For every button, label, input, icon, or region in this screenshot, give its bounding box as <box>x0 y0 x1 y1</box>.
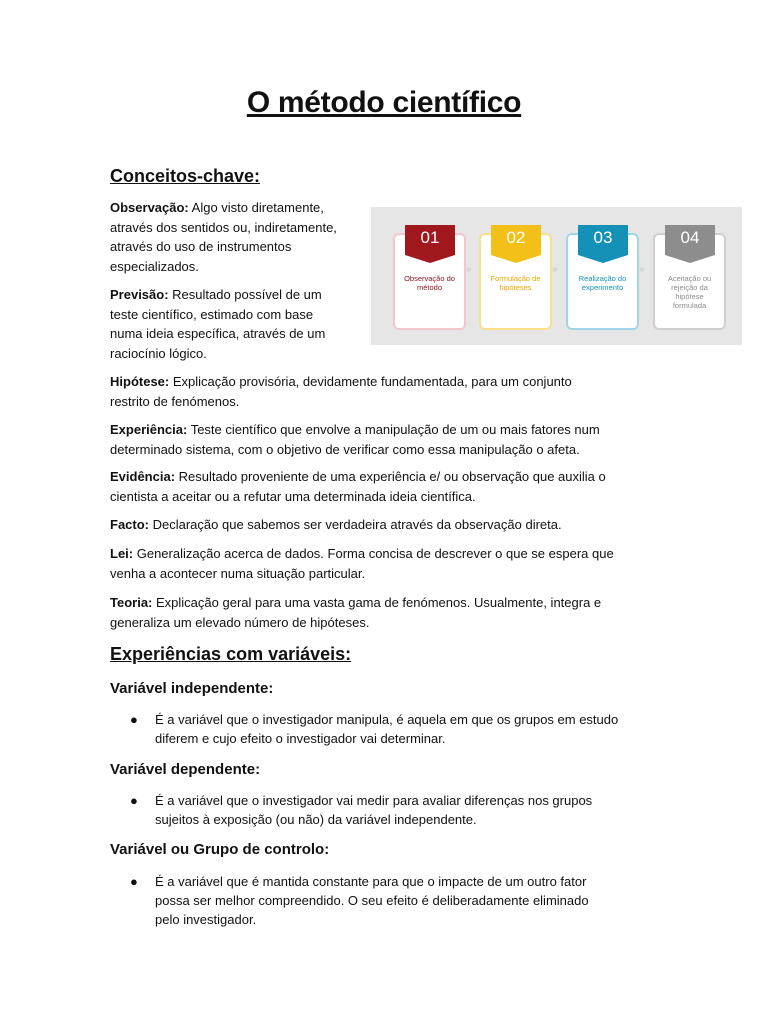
concept-hipotese <box>110 372 572 411</box>
variables-heading: Experiências com variáveis: <box>110 644 352 664</box>
concept-term: Lei: <box>110 546 134 561</box>
concept-text: Teste científico que envolve a manipulação de um ou mais fatores num <box>187 422 600 437</box>
concept-term: Observação: <box>110 200 189 215</box>
concept-term: Hipótese: <box>110 374 170 389</box>
concept-text: especializados. <box>110 258 199 274</box>
scientific-method-diagram <box>371 207 742 345</box>
concept-facto <box>110 515 562 535</box>
step-caption: Realização do experimento <box>578 274 627 292</box>
page-title: O método científico <box>246 86 522 119</box>
step-number: 04 <box>680 228 700 247</box>
list-item-text: É a variável que é mantida constante para que o impacte de um outro fator <box>155 874 587 889</box>
concept-text: raciocínio lógico. <box>110 345 207 361</box>
chevron-right-icon: » <box>552 264 558 275</box>
list-item-text: pelo investigador. <box>155 912 257 927</box>
concept-term: Previsão: <box>110 287 169 302</box>
concept-experiencia <box>110 420 600 459</box>
step-number: 01 <box>420 228 440 247</box>
concept-term: Facto: <box>110 517 149 532</box>
step-card-04 <box>653 228 726 330</box>
bullet-icon: ● <box>130 793 138 808</box>
list-item-text: possa ser melhor compreendido. O seu efeito é deliberadamente eliminado <box>155 893 589 908</box>
chevron-right-icon: » <box>639 264 645 275</box>
step-number: 02 <box>506 228 526 247</box>
step-tab-02 <box>491 225 541 263</box>
list-item-text: sujeitos à exposição (ou não) da variável independente. <box>155 812 477 827</box>
concept-text: cientista a aceitar ou a refutar uma determinada ideia científica. <box>110 488 476 504</box>
step-caption: Aceitação ou rejeição da hipótese formulada <box>667 274 712 310</box>
list-item-text: É a variável que o investigador manipula, é aquela em que os grupos em estudo <box>155 712 619 727</box>
step-card-03 <box>566 228 639 330</box>
concept-text: através do uso de instrumentos <box>110 239 292 254</box>
step-tab-01 <box>405 225 455 263</box>
step-number: 03 <box>593 228 613 247</box>
concept-term: Experiência: <box>110 422 188 437</box>
bullet-icon: ● <box>130 874 138 889</box>
concept-text: numa ideia específica, através de um <box>110 326 326 341</box>
variable-independent-heading: Variável independente: <box>110 680 274 697</box>
concept-observacao <box>110 198 337 276</box>
variable-dependent-heading: Variável dependente: <box>110 761 261 778</box>
concept-text: Explicação geral para uma vasta gama de fenómenos. Usualmente, integra e <box>152 595 602 610</box>
concept-text: Explicação provisória, devidamente fundamentada, para um conjunto <box>169 374 572 389</box>
step-tab-03 <box>578 225 628 263</box>
step-caption: Formulação de hipóteses <box>490 274 541 292</box>
concept-text: generaliza um elevado número de hipóteses. <box>110 614 370 630</box>
list-item-text: diferem e cujo efeito o investigador vai determinar. <box>155 731 446 746</box>
concept-text: através dos sentidos ou, indiretamente, <box>110 219 337 235</box>
step-caption: Observação do método <box>404 274 455 292</box>
variable-control-heading: Variável ou Grupo de controlo: <box>110 841 330 858</box>
concept-text: venha a acontecer numa situação particular. <box>110 565 366 581</box>
concept-text: Declaração que sabemos ser verdadeira através da observação direta. <box>149 517 562 532</box>
list-item-text: É a variável que o investigador vai medir para avaliar diferenças nos grupos <box>155 793 593 808</box>
concept-previsao <box>110 285 325 363</box>
step-card-01 <box>393 228 466 330</box>
concept-text: Resultado possível de um <box>168 287 322 302</box>
concept-evidencia <box>110 467 606 506</box>
concept-text: determinado sistema, com o objetivo de verificar como essa manipulação o afeta. <box>110 441 580 457</box>
bullet-icon: ● <box>130 712 138 727</box>
concept-text: teste científico, estimado com base <box>110 306 314 322</box>
key-concepts-heading: Conceitos-chave: <box>110 166 261 186</box>
concept-text: Resultado proveniente de uma experiência e/ ou observação que auxilia o <box>175 469 606 484</box>
chevron-right-icon: » <box>466 264 472 275</box>
step-card-02 <box>479 228 552 330</box>
step-tab-04 <box>665 225 715 263</box>
concept-lei <box>110 544 614 583</box>
concept-text: restrito de fenómenos. <box>110 393 240 409</box>
concept-teoria <box>110 593 601 632</box>
concept-text: Algo visto diretamente, <box>188 200 324 215</box>
concept-text: Generalização acerca de dados. Forma concisa de descrever o que se espera que <box>133 546 614 561</box>
concept-term: Teoria: <box>110 595 153 610</box>
concept-term: Evidência: <box>110 469 176 484</box>
